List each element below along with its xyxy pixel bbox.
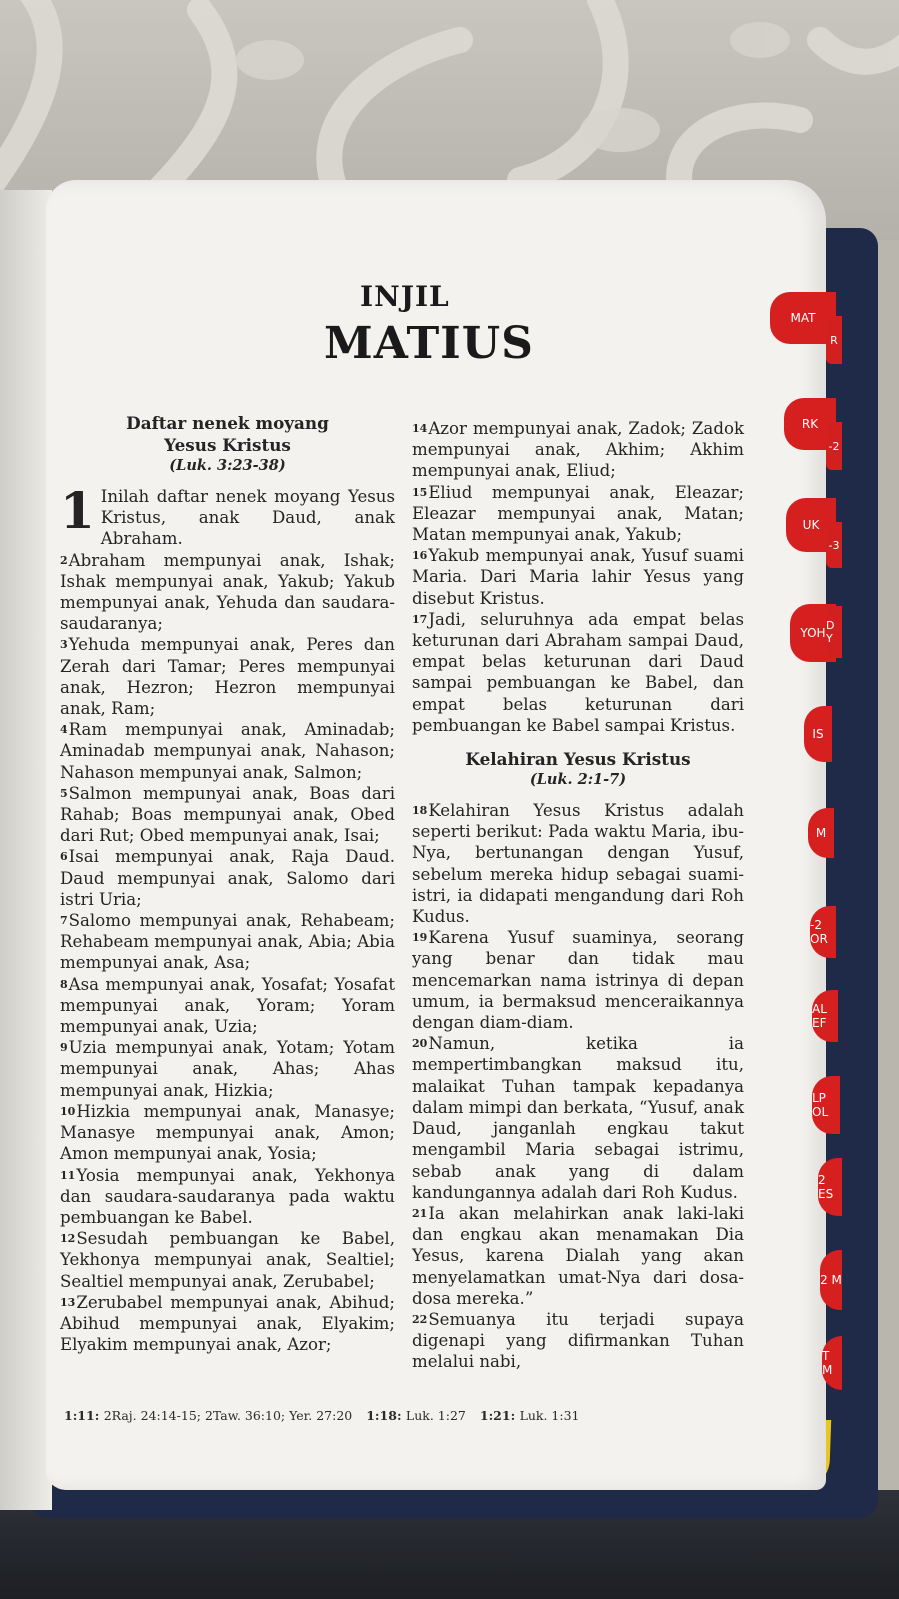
- verse-7: [60, 910, 395, 974]
- verse-text: Namun, ketika ia mempertimbangkan maksud itu, malaikat Tuhan tampak kepadanya dalam mimpi dan berkata, “Yusuf, anak Daud, janganlah engkau takut mengambil Maria sebagai istrimu, sebab anak yang di dalam kandungannya adalah dari Roh Kudus.: [412, 1034, 744, 1202]
- verse-15: [412, 482, 744, 546]
- verse-number: 12: [60, 1232, 76, 1246]
- thumb-tab[interactable]: M: [808, 808, 834, 858]
- thumb-tab[interactable]: 2 ES: [818, 1158, 842, 1216]
- thumb-tab[interactable]: MAT: [770, 292, 836, 344]
- verse-text: Inilah daftar nenek moyang Yesus Kristus, anak Daud, anak Abraham.: [100, 487, 395, 549]
- footnote-ref: 1:11:: [64, 1408, 104, 1423]
- verse-text: Azor mempunyai anak, Zadok; Zadok mempunyai anak, Akhim; Akhim mempunyai anak, Eliud;: [412, 419, 744, 481]
- verse-number: 11: [60, 1168, 76, 1182]
- verse-number: 15: [412, 485, 428, 499]
- verse-number: 10: [60, 1104, 76, 1118]
- verse-20: [412, 1033, 744, 1203]
- verse-1: [60, 481, 395, 550]
- right-text-column: [412, 418, 744, 1373]
- verse-number: 21: [412, 1206, 428, 1220]
- verse-13: [60, 1292, 395, 1356]
- thumb-tab[interactable]: AL EF: [812, 990, 838, 1042]
- thumb-tab[interactable]: RK: [784, 398, 836, 450]
- verse-text: Kelahiran Yesus Kristus adalah seperti berikut: Pada waktu Maria, ibu-Nya, bertunangan dengan Yusuf, sebelum mereka hidup sebagai suami-istri, ia didapati mengandung dari Roh Kudus.: [412, 801, 744, 927]
- right-verse-list-b: [412, 800, 744, 1372]
- verse-5: [60, 783, 395, 847]
- verse-text: Sesudah pembuangan ke Babel, Yekhonya mempunyai anak, Sealtiel; Sealtiel mempunyai anak, Zerubabel;: [60, 1229, 395, 1291]
- section-heading-line2: Yesus Kristus: [164, 435, 291, 455]
- verse-2: [60, 550, 395, 635]
- verse-10: [60, 1101, 395, 1165]
- verse-22: [412, 1309, 744, 1373]
- verse-text: Jadi, seluruhnya ada empat belas keturunan dari Abraham sampai Daud, empat belas keturunan dari Daud sampai pembuangan ke Babel, dan empat belas keturunan dari pembuangan ke Babel sampai Kristus.: [412, 609, 744, 735]
- verse-number: 17: [412, 612, 428, 626]
- footnote-text: Luk. 1:27: [405, 1408, 466, 1423]
- verse-number: 5: [60, 786, 68, 800]
- verse-number: 20: [412, 1037, 428, 1051]
- verse-text: Karena Yusuf suaminya, seorang yang benar dan tidak mau mencemarkan nama istrinya di depan umum, ia bermaksud menceraikannya dengan diam-diam.: [412, 928, 744, 1033]
- verse-8: [60, 974, 395, 1038]
- verse-text: Yosia mempunyai anak, Yekhonya dan saudara-saudaranya pada waktu pembuangan ke Babel.: [60, 1165, 395, 1227]
- verse-19: [412, 927, 744, 1033]
- verse-12: [60, 1228, 395, 1292]
- verse-number: 4: [60, 723, 68, 737]
- section-cross-reference: (Luk. 3:23-38): [169, 457, 286, 474]
- verse-21: [412, 1203, 744, 1309]
- thumb-tab-inner[interactable]: R: [826, 316, 842, 364]
- verse-text: Abraham mempunyai anak, Ishak; Ishak mempunyai anak, Yakub; Yakub mempunyai anak, Yehuda dan saudara-saudaranya;: [60, 550, 395, 634]
- verse-text: Salomo mempunyai anak, Rehabeam; Rehabeam mempunyai anak, Abia; Abia mempunyai anak, Asa;: [60, 911, 395, 973]
- footnote-ref: 1:18:: [366, 1408, 406, 1423]
- thumb-tab[interactable]: 2 M: [820, 1250, 842, 1310]
- verse-number: 7: [60, 914, 68, 928]
- verse-number: 6: [60, 850, 68, 864]
- section-heading-line1: Daftar nenek moyang: [126, 413, 329, 433]
- verse-number: 22: [412, 1312, 428, 1326]
- verse-text: Semuanya itu terjadi supaya digenapi yang difirmankan Tuhan melalui nabi,: [412, 1309, 744, 1372]
- verse-17: [412, 609, 744, 736]
- verse-text: Uzia mempunyai anak, Yotam; Yotam mempunyai anak, Ahas; Ahas mempunyai anak, Hizkia;: [60, 1038, 395, 1100]
- section-cross-reference-2: (Luk. 2:1-7): [529, 771, 627, 789]
- thumb-tab[interactable]: YOH: [790, 604, 836, 662]
- verse-number: 9: [60, 1041, 68, 1055]
- thumb-tab[interactable]: IS: [804, 706, 832, 762]
- verse-text: Eliud mempunyai anak, Eleazar; Eleazar mempunyai anak, Matan; Matan mempunyai anak, Yakub;: [412, 482, 744, 545]
- verse-number: 3: [60, 638, 68, 652]
- verse-3: [60, 634, 395, 719]
- verse-text: Hizkia mempunyai anak, Manasye; Manasye mempunyai anak, Amon; Amon mempunyai anak, Yosia;: [60, 1101, 395, 1164]
- verse-text: Zerubabel mempunyai anak, Abihud; Abihud mempunyai anak, Elyakim; Elyakim mempunyai anak, Azor;: [60, 1292, 395, 1355]
- thumb-tab-inner[interactable]: -2: [826, 422, 842, 470]
- verse-11: [60, 1165, 395, 1229]
- thumb-tab[interactable]: UK: [786, 498, 836, 552]
- verse-6: [60, 846, 395, 910]
- thumb-tab-inner[interactable]: -3: [826, 522, 842, 568]
- thumb-tab[interactable]: -2 OR: [810, 906, 836, 958]
- verse-number: 13: [60, 1295, 76, 1309]
- left-verse-list: [60, 550, 395, 1356]
- verse-16: [412, 545, 744, 609]
- verse-text: Yakub mempunyai anak, Yusuf suami Maria. Dari Maria lahir Yesus yang disebut Kristus.: [412, 546, 744, 608]
- verse-9: [60, 1037, 395, 1101]
- verse-14: [412, 418, 744, 482]
- chapter-number: 1: [60, 481, 95, 540]
- left-page-edge: [0, 190, 52, 1510]
- verse-text: Ram mempunyai anak, Aminadab; Aminadab mempunyai anak, Nahason; Nahason mempunyai anak, Salmon;: [60, 720, 395, 782]
- footnote-text: Luk. 1:31: [519, 1408, 580, 1423]
- footnotes: [64, 1408, 580, 1423]
- verse-number: 18: [412, 804, 428, 818]
- right-verse-list-a: [412, 418, 744, 736]
- verse-text: Yehuda mempunyai anak, Peres dan Zerah dari Tamar; Peres mempunyai anak, Hezron; Hezron mempunyai anak, Ram;: [60, 635, 395, 719]
- book-title-large: MATIUS: [324, 318, 534, 369]
- verse-number: 2: [60, 553, 68, 567]
- thumb-tab[interactable]: LP OL: [812, 1076, 840, 1134]
- verse-text: Asa mempunyai anak, Yosafat; Yosafat mempunyai anak, Yoram; Yoram mempunyai anak, Uzia;: [60, 974, 395, 1037]
- footnote-text: 2Raj. 24:14-15; 2Taw. 36:10; Yer. 27:20: [103, 1408, 353, 1423]
- verse-number: 19: [412, 931, 428, 945]
- footnote-ref: 1:21:: [479, 1408, 520, 1423]
- verse-number: 14: [412, 422, 428, 435]
- section-heading: Kelahiran Yesus Kristus: [465, 749, 691, 770]
- book-title-small: INJIL: [360, 280, 450, 313]
- thumb-tab-inner[interactable]: D Y: [826, 606, 842, 658]
- verse-18: [412, 800, 744, 927]
- verse-4: [60, 719, 395, 783]
- verse-text: Ia akan melahirkan anak laki-laki dan engkau akan menamakan Dia Yesus, karena Dialah yang akan menyelamatkan umat-Nya dari dosa-dosa mereka.”: [412, 1203, 744, 1308]
- thumb-tab[interactable]: T M: [822, 1336, 842, 1390]
- left-text-column: [60, 412, 395, 1355]
- verse-text: Salmon mempunyai anak, Boas dari Rahab; Boas mempunyai anak, Obed dari Rut; Obed mempunyai anak, Isai;: [60, 783, 395, 846]
- verse-number: 16: [412, 549, 428, 563]
- verse-number: 8: [60, 977, 68, 991]
- verse-text: Isai mempunyai anak, Raja Daud. Daud mempunyai anak, Salomo dari istri Uria;: [60, 847, 395, 909]
